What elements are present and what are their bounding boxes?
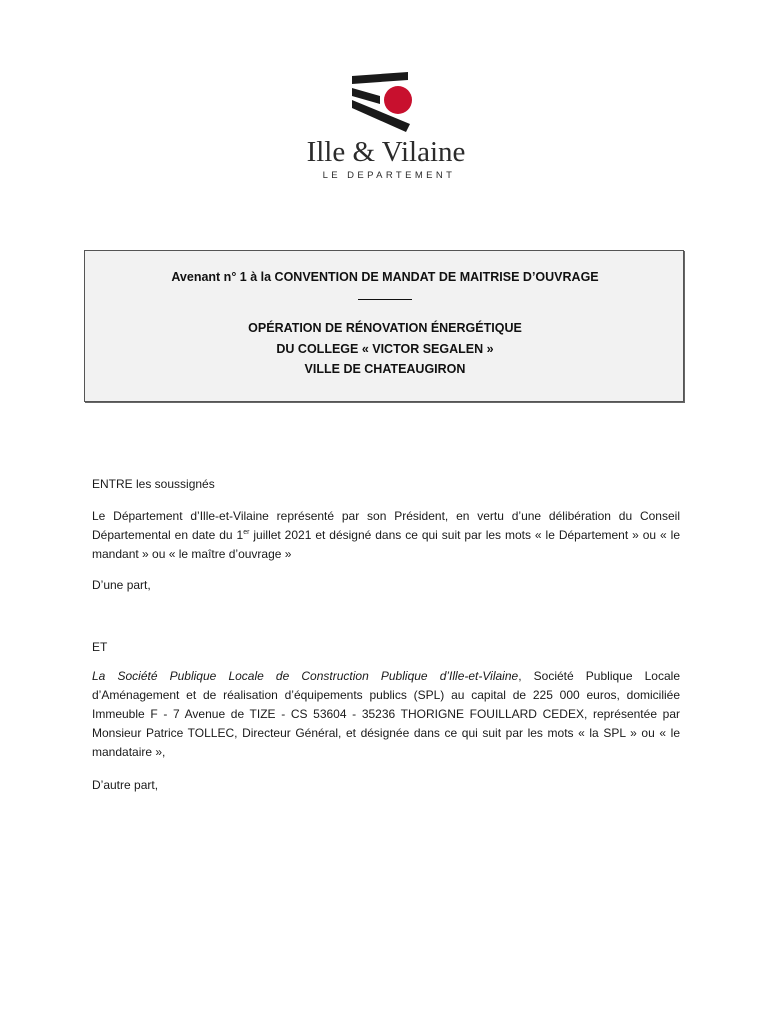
logo-wordmark: Ille & Vilaine <box>306 136 466 168</box>
ille-et-vilaine-logo <box>300 66 472 186</box>
entre-soussignes: ENTRE les soussignés <box>92 477 215 491</box>
title-ville: VILLE DE CHATEAUGIRON <box>304 362 466 376</box>
spl-description: , Société Publique Locale d’Aménagement et de réalisation d’équipements publics (SPL) au capital de 225 000 euros, domiciliée Immeuble F - 7 Avenue de TIZE - CS 53604 - 35236 THORIGNE FOUILLARD CEDEX, représentée par Monsieur Patrice TOLLEC, Directeur Général, et désignée dans ce qui suit par les mots « la SPL » ou « le mandataire », <box>92 669 680 759</box>
title-divider <box>358 299 412 300</box>
title-convention: Avenant n° 1 à la CONVENTION DE MANDAT DE MAITRISE D’OUVRAGE <box>171 270 599 284</box>
logo-subtitle: LE DEPARTEMENT <box>322 170 456 181</box>
spl-name: La Société Publique Locale de Construction Publique d’Ille-et-Vilaine <box>92 669 519 683</box>
departement-text-b: juillet 2021 et désigné dans ce qui suit par les mots « le Département » ou « le mandant » ou « le maître d’ouvrage » <box>92 528 680 561</box>
departement-paragraph <box>92 507 680 564</box>
autre-part: D’autre part, <box>92 778 159 792</box>
une-part: D’une part, <box>92 578 151 592</box>
title-college: DU COLLEGE « VICTOR SEGALEN » <box>276 342 494 356</box>
ordinal-suffix: er <box>243 529 250 536</box>
department-emblem-icon <box>346 66 426 134</box>
title-operation: OPÉRATION DE RÉNOVATION ÉNERGÉTIQUE <box>248 321 522 335</box>
et-label: ET <box>92 640 108 654</box>
departement-text-a: Le Département d’Ille-et-Vilaine représenté par son Président, en vertu d’une délibération du Conseil Départemental en date du 1 <box>92 509 680 542</box>
spl-paragraph <box>92 667 680 762</box>
